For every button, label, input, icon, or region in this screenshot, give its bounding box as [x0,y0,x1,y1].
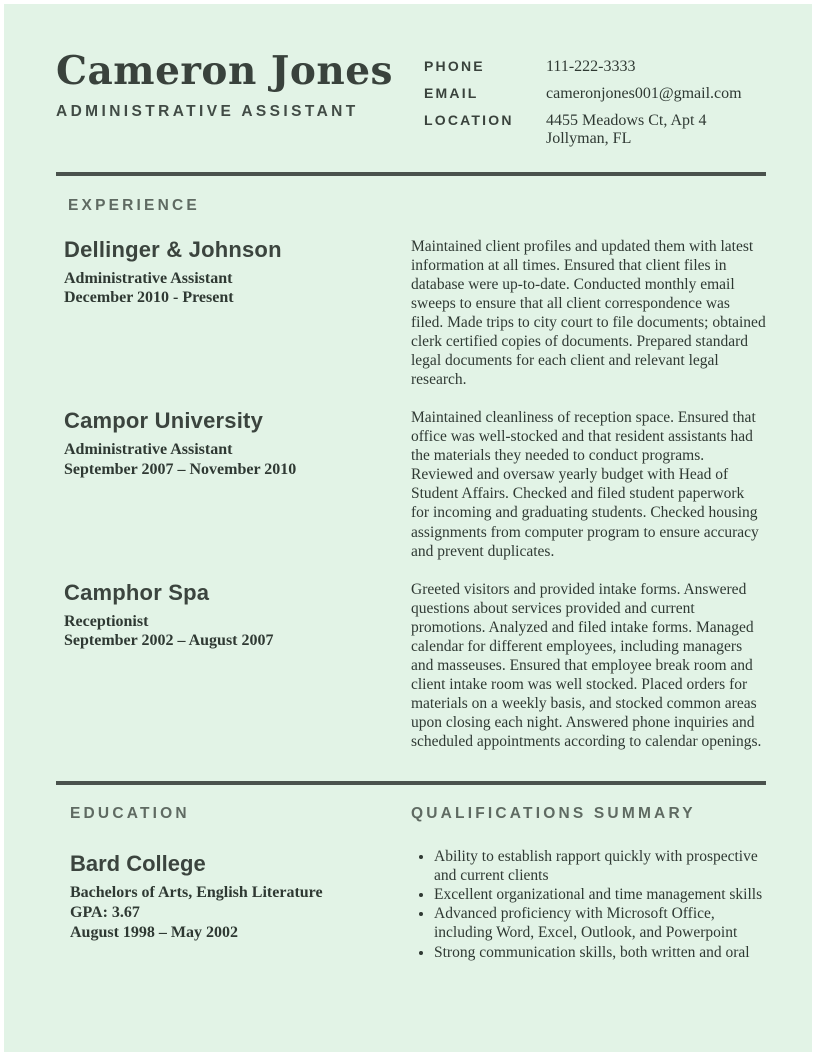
gpa: GPA: 3.67 [70,904,140,921]
school-name: Bard College [70,851,206,877]
contact-row-location [424,112,766,148]
job-entry-campor [56,408,766,561]
contact-row-phone [424,58,766,76]
qualification-item: • Excellent organizational and time management skills [434,885,766,904]
job-meta [56,580,411,752]
person-job-title: ADMINISTRATIVE ASSISTANT [56,102,359,120]
location-line-1: 4455 Meadows Ct, Apt 4 [546,111,707,129]
experience-heading: EXPERIENCE [68,196,200,214]
company-name: Camphor Spa [64,579,210,605]
email-label: EMAIL [424,84,479,101]
job-description: Maintained cleanliness of reception space. Ensured that office was well-stocked and that resident assistants had the materials they needed to conduct programs. Reviewed and oversaw yearly budget with Head of Student Affairs. Checked and filed student paperwork for incoming and graduating students. Checked housing assignments from computer program to ensure accuracy and prevent duplicates. [411,409,759,560]
job-meta [56,408,411,561]
job-description: Maintained client profiles and updated them with latest information at all times. Ensured that client files in database were up-to-date. Conducted monthly email sweeps to ensure that all client correspondence was filed. Made trips to city court to file documents; obtained clerk certified copies of documents. Prepared standard legal documents for each client and relevant legal research. [411,237,766,389]
phone-label: PHONE [424,58,485,74]
job-role: Administrative Assistant [64,269,233,287]
education-dates: August 1998 – May 2002 [70,923,239,941]
resume-header [56,50,766,148]
divider-top [56,172,766,176]
education-column [56,805,411,961]
identity-block [56,50,424,148]
job-dates: September 2007 – November 2010 [64,460,297,478]
bottom-section [56,805,766,961]
education-heading: EDUCATION [70,805,190,823]
phone-value: 111-222-3333 [546,58,636,75]
contact-row-email [424,85,766,103]
location-line-2: Jollyman, FL [546,129,632,147]
qualification-item: • Advanced proficiency with Microsoft Office, including Word, Excel, Outlook, and Powerpoint [434,904,766,942]
location-value [546,112,766,148]
qualification-item: • Strong communication skills, both written and oral [434,943,766,962]
job-entry-dellinger [56,237,766,390]
company-name: Dellinger & Johnson [64,236,282,262]
degree: Bachelors of Arts, English Literature [70,884,323,902]
job-role: Receptionist [64,612,149,630]
contact-block [424,58,766,148]
qualification-item: • Ability to establish rapport quickly with prospective and current clients [434,847,766,885]
job-dates: December 2010 - Present [64,289,234,307]
job-role: Administrative Assistant [64,441,233,459]
resume-sheet [4,4,812,1052]
job-description: Greeted visitors and provided intake forms. Answered questions about services provided and current promotions. Analyzed and filed intake forms. Managed calendar for different employees, including managers and masseuses. Ensured that employee break room and client intake room was well stocked. Placed orders for materials on a weekly basis, and stocked common areas upon closing each night. Answered phone inquiries and scheduled appointments according to calendar openings. [411,580,762,751]
experience-list [56,237,766,752]
education-entry [70,851,381,942]
qualifications-heading: QUALIFICATIONS SUMMARY [411,805,696,823]
job-meta [56,237,411,390]
job-dates: September 2002 – August 2007 [64,632,274,650]
company-name: Campor University [64,408,264,434]
qualifications-list [411,847,766,961]
email-value: cameronjones001@gmail.com [546,84,742,102]
person-name: Cameron Jones [56,48,393,94]
job-entry-camphor [56,580,766,752]
qualifications-column [411,805,766,961]
divider-bottom [56,781,766,785]
location-label: LOCATION [424,111,514,128]
